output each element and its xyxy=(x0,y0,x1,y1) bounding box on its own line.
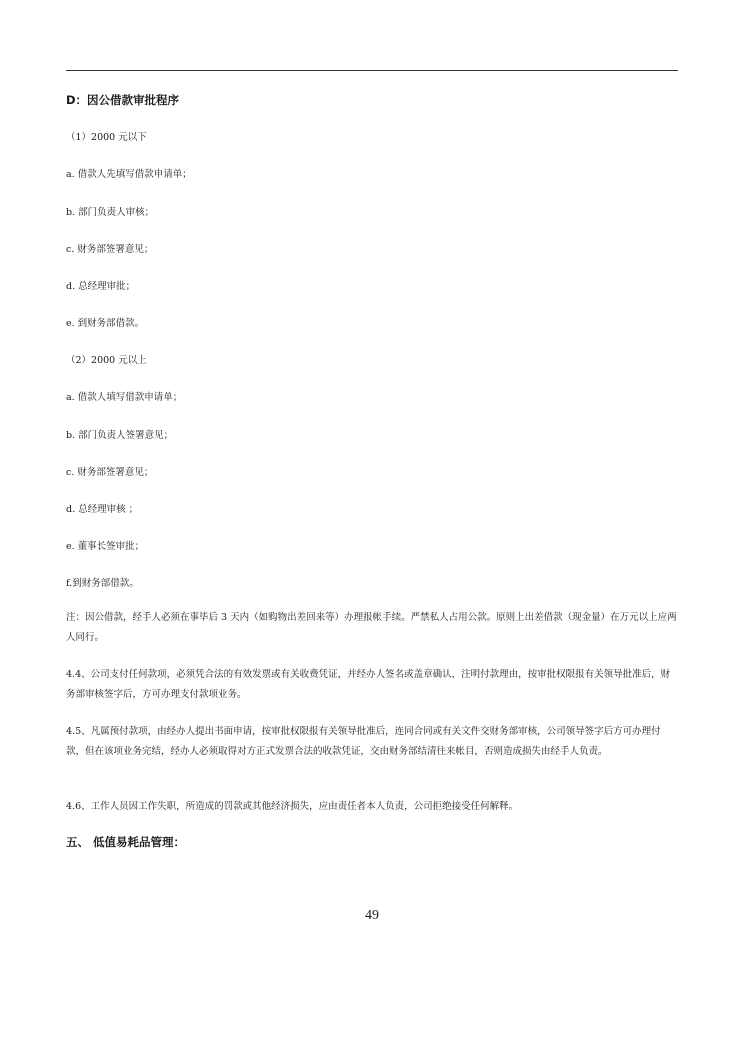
section-five-title: 五、 低值易耗品管理： xyxy=(66,835,186,849)
list-item: d. 总经理审批； xyxy=(66,281,136,292)
header-rule xyxy=(66,70,678,71)
list-item: c. 财务部签署意见； xyxy=(66,244,154,255)
note-paragraph: 注：因公借款，经手人必须在事毕后 3 天内（如购物出差回来等）办理报帐手续。严禁私人占用公款。原则上出差借款（现金量）在万元以上应两人同行。 xyxy=(66,612,677,643)
list-item: e. 到财务部借款。 xyxy=(66,318,145,329)
list-item: f.到财务部借款。 xyxy=(66,578,139,589)
list-item: b. 部门负责人审核； xyxy=(66,207,155,218)
clause-4-5: 4.5、凡属预付款项，由经办人提出书面申请，按审批权限报有关领导批准后，连同合同或有关文件交财务部审核，公司领导签字后方可办理付款，但在该项业务完结，经办人必须取得对方正式发票合法的收款凭证，交由财务部结清往来帐目，否则造成损失由经手人负责。 xyxy=(66,726,661,757)
list-item: c. 财务部签署意见； xyxy=(66,467,154,478)
list-item: e. 董事长签审批； xyxy=(66,541,145,552)
group2-label: （2）2000 元以上 xyxy=(66,355,147,366)
section-d-title: D：因公借款审批程序 xyxy=(66,93,180,107)
list-item: d. 总经理审核 ； xyxy=(66,504,139,515)
clause-4-6: 4.6、工作人员因工作失职，所造成的罚款或其他经济损失，应由责任者本人负责，公司拒绝接受任何解释。 xyxy=(66,801,519,812)
list-item: a. 借款人先填写借款申请单； xyxy=(66,169,192,180)
list-item: a. 借款人填写借款申请单； xyxy=(66,392,183,403)
list-item: b. 部门负责人签署意见； xyxy=(66,430,174,441)
clause-4-4: 4.4、公司支付任何款项，必须凭合法的有效发票或有关收费凭证，并经办人签名或盖章确认，注明付款理由，按审批权限报有关领导批准后，财务部审核签字后，方可办理支付款项业务。 xyxy=(66,669,671,700)
page-number: 49 xyxy=(365,908,379,923)
group1-label: （1）2000 元以下 xyxy=(66,132,147,143)
